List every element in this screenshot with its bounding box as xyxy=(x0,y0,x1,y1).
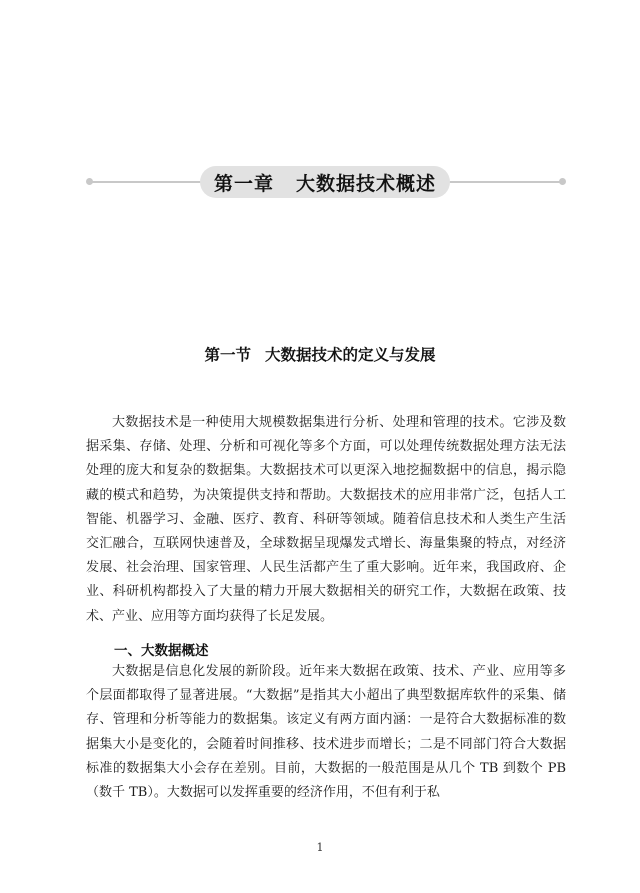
banner-rule-dot-left xyxy=(86,178,93,185)
banner-rule-dot-right xyxy=(559,178,566,185)
intro-paragraph: 大数据技术是一种使用大规模数据集进行分析、处理和管理的技术。它涉及数据采集、存储、处理、分析和可视化等多个方面，可以处理传统数据处理方法无法处理的庞大和复杂的数据集。大数据技术可以更深入地挖掘数据中的信息，揭示隐藏的模式和趋势，为决策提供支持和帮助。大数据技术的应用非常广泛，包括人工智能、机器学习、金融、医疗、教育、科研等领域。随着信息技术和人类生产生活交汇融合，互联网快速普及，全球数据呈现爆发式增长、海量集聚的特点，对经济发展、社会治理、国家管理、人民生活都产生了重大影响。近年来，我国政府、企业、科研机构都投入了大量的精力开展大数据相关的研究工作，大数据在政策、技术、产业、应用等方面均获得了长足发展。 xyxy=(86,415,566,624)
section-title-text: 大数据技术的定义与发展 xyxy=(265,346,436,364)
chapter-title: 大数据技术概述 xyxy=(296,172,437,195)
section-title xyxy=(0,343,640,365)
subsection-heading: 一、大数据概述 xyxy=(114,643,209,659)
chapter-banner xyxy=(86,166,566,198)
chapter-title-box xyxy=(200,166,450,198)
page-number: 1 xyxy=(316,841,324,854)
section-number: 第一节 xyxy=(204,346,251,364)
chapter-number: 第一章 xyxy=(213,172,274,195)
subsection-paragraph: 大数据是信息化发展的新阶段。近年来大数据在政策、技术、产业、应用等多个层面都取得了显著进展。“大数据”是指其大小超出了典型数据库软件的采集、储存、管理和分析等能力的数据集。该定义有两方面内涵：一是符合大数据标准的数据集大小是变化的，会随着时间推移、技术进步而增长；二是不同部门符合大数据标准的数据集大小会存在差别。目前，大数据的一般范围是从几个 TB 到数个 PB（数千 TB）。大数据可以发挥重要的经济作用，不但有利于私 xyxy=(86,664,566,801)
